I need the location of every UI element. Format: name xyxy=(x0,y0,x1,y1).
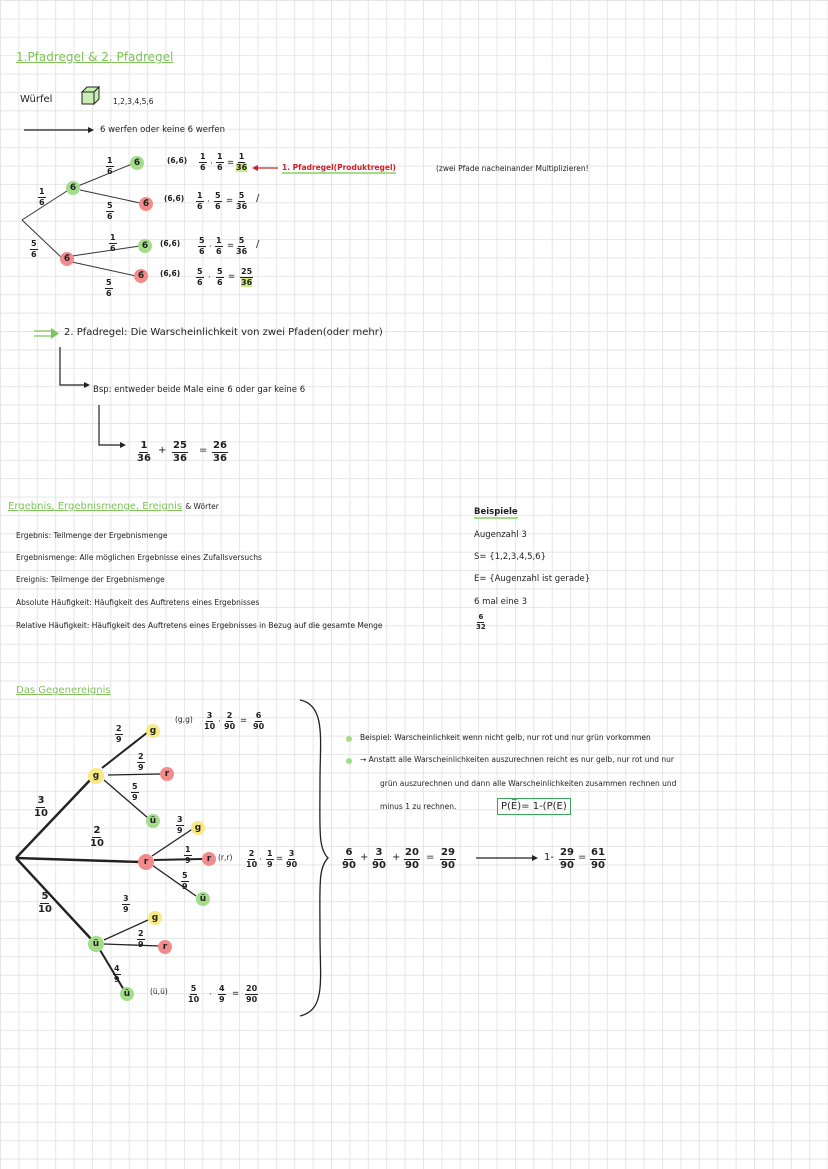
term-row-3: Absolute Häufigkeit: Häufigkeit des Auftretens eines Ergebnisses xyxy=(16,598,260,607)
term-row-1: Ergebnismenge: Alle möglichen Ergebnisse eines Zufallsversuchs xyxy=(16,553,262,562)
uu-result: $\frac{20}{90}$ xyxy=(246,984,258,1004)
branch-prob-gg: $\frac{2}{9}$ xyxy=(116,724,122,744)
result-f1: $\frac{29}{90}$ xyxy=(560,847,574,871)
rr-f1: $\frac{2}{10}$ xyxy=(246,849,258,869)
example-row-0: Augenzahl 3 xyxy=(474,530,527,540)
sum-result: $\frac{26}{36}$ xyxy=(213,440,227,464)
tree2-leaf-gu: ü xyxy=(146,814,160,828)
term-row-0: Ergebnis: Teilmenge der Ergebnismenge xyxy=(16,531,168,540)
branch-prob-g: $\frac{3}{10}$ xyxy=(34,795,48,819)
example-row-4: $\frac{6}{32}$ xyxy=(476,613,486,631)
tree1-leaf-six-2: 6 xyxy=(138,239,152,253)
branch-prob-gr: $\frac{2}{9}$ xyxy=(138,752,144,772)
tree1-leaf-notsix-1: 6̄ xyxy=(139,197,153,211)
example-row-3: 6 mal eine 3 xyxy=(474,597,527,607)
rr-label: (r,r) xyxy=(218,853,233,862)
bullet1-text: Beispiel: Warscheinlichkeit wenn nicht gelb, nur rot und nur grün vorkommen xyxy=(360,733,651,742)
branch-prob-rg: $\frac{3}{9}$ xyxy=(177,815,183,835)
tree2-leaf-rg: g xyxy=(191,821,205,835)
term-row-4: Relative Häufigkeit: Häufigkeit des Auftretens eines Ergebnisses in Bezug auf die gesamte Menge xyxy=(16,621,383,630)
tree1-node-notsix: 6̄ xyxy=(60,252,74,266)
section2-title: Ergebnis, Ergebnismenge, Ereignis xyxy=(8,501,183,512)
sum-b: $\frac{25}{36}$ xyxy=(173,440,187,464)
path1-f1: $\frac{1}{6}$ xyxy=(200,152,206,172)
path4-label: (6̄,6̄) xyxy=(160,269,181,278)
rr-result: $\frac{3}{90}$ xyxy=(286,849,298,869)
path2-result: $\frac{5}{36}$ xyxy=(236,191,248,211)
result-f2: $\frac{61}{90}$ xyxy=(591,847,605,871)
path4-result: $\frac{25}{36}$ xyxy=(241,267,253,287)
rule1-note: (zwei Pfade nacheinander Multiplizieren! xyxy=(436,164,589,173)
bullet2-line3: minus 1 zu rechnen. xyxy=(380,802,457,811)
example-row-1: S= {1,2,3,4,5,6} xyxy=(474,552,546,562)
example-row-2: E= {Augenzahl ist gerade} xyxy=(474,574,591,584)
bullet2-line2: grün auszurechnen und dann alle Warscheinlichkeiten zusammen rechnen und xyxy=(380,779,677,788)
uu-f2: $\frac{4}{9}$ xyxy=(219,984,225,1004)
tree1-branch-prob: $\frac{5}{6}$ xyxy=(107,201,113,221)
path2-f2: $\frac{5}{6}$ xyxy=(215,191,221,211)
tree2-node-r: r xyxy=(138,854,154,870)
tree2-leaf-uu: ü xyxy=(120,987,134,1001)
tree2-leaf-ug: g xyxy=(148,911,162,925)
tree2-leaf-ur: r xyxy=(158,940,172,954)
wuerfel-label: Würfel xyxy=(20,94,53,105)
branch-prob-gu: $\frac{5}{9}$ xyxy=(132,782,138,802)
result-prefix: 1- xyxy=(544,852,554,863)
example-text: Bsp: entweder beide Male eine 6 oder gar keine 6 xyxy=(93,385,306,395)
tree1-branch-prob: $\frac{1}{6}$ xyxy=(107,156,113,176)
path3-f2: $\frac{1}{6}$ xyxy=(216,236,222,256)
tree2-node-u: ü xyxy=(88,936,104,952)
path2-f1: $\frac{1}{6}$ xyxy=(197,191,203,211)
branch-prob-r: $\frac{2}{10}$ xyxy=(90,825,104,849)
path2-label: (6,6̄) xyxy=(164,194,185,203)
section1-title: 1.Pfadregel & 2. Pfadregel xyxy=(16,50,174,64)
gg-f1: $\frac{3}{10}$ xyxy=(204,711,216,731)
s3-sum-result: $\frac{29}{90}$ xyxy=(441,847,455,871)
term-row-2: Ereignis: Teilmenge der Ergebnismenge xyxy=(16,575,165,584)
s3-sum-c: $\frac{20}{90}$ xyxy=(405,847,419,871)
tree1-node-six: 6 xyxy=(66,181,80,195)
examples-heading: Beispiele xyxy=(474,507,518,517)
path1-label: (6,6) xyxy=(167,156,188,165)
tree2-node-g: g xyxy=(88,768,104,784)
rule1-annotation: 1. Pfadregel(Produktregel) xyxy=(282,163,396,172)
section3-title: Das Gegenereignis xyxy=(16,685,111,696)
section2-title-suffix: & Wörter xyxy=(185,502,219,511)
gg-f2: $\frac{2}{90}$ xyxy=(224,711,236,731)
branch-prob-ru: $\frac{5}{9}$ xyxy=(182,871,188,891)
uu-f1: $\frac{5}{10}$ xyxy=(188,984,200,1004)
branch-prob-rr: $\frac{1}{9}$ xyxy=(185,845,191,865)
die-faces: 1,2,3,4,5,6 xyxy=(113,97,154,106)
branch-prob-uu: $\frac{4}{9}$ xyxy=(114,964,120,984)
rule2-text: 2. Pfadregel: Die Warscheinlichkeit von zwei Pfaden(oder mehr) xyxy=(64,327,383,338)
bullet2-line1: → Anstatt alle Warscheinlichkeiten auszurechnen reicht es nur gelb, nur rot und nur xyxy=(360,755,674,764)
path1-f2: $\frac{1}{6}$ xyxy=(217,152,223,172)
bullet-dot xyxy=(346,736,352,742)
tree2-leaf-gr: r xyxy=(160,767,174,781)
section2-title-wrap xyxy=(8,502,219,512)
s3-sum-b: $\frac{3}{90}$ xyxy=(372,847,386,871)
rr-f2: $\frac{1}{9}$ xyxy=(267,849,273,869)
s3-sum-a: $\frac{6}{90}$ xyxy=(342,847,356,871)
tree2-leaf-rr: r xyxy=(202,852,216,866)
tree1-branch-prob: $\frac{5}{6}$ xyxy=(106,278,112,298)
tree1-branch-prob: $\frac{5}{6}$ xyxy=(31,239,37,259)
tree1-leaf-six-1: 6 xyxy=(130,156,144,170)
bullet-dot xyxy=(346,758,352,764)
gg-result: $\frac{6}{90}$ xyxy=(253,711,265,731)
path1-result: $\frac{1}{36}$ xyxy=(236,152,248,172)
sum-a: $\frac{1}{36}$ xyxy=(137,440,151,464)
gg-label: (g,g) xyxy=(175,715,193,724)
path3-result: $\frac{5}{36}$ xyxy=(236,236,248,256)
tree1-branch-prob: $\frac{1}{6}$ xyxy=(39,187,45,207)
tree1-leaf-notsix-2: 6̄ xyxy=(134,269,148,283)
branch-prob-u: $\frac{5}{10}$ xyxy=(38,891,52,915)
path4-f2: $\frac{5}{6}$ xyxy=(217,267,223,287)
branch-prob-ug: $\frac{3}{9}$ xyxy=(123,894,129,914)
path3-f1: $\frac{5}{6}$ xyxy=(199,236,205,256)
uu-label: (ü,ü) xyxy=(150,987,168,996)
branch-prob-ur: $\frac{2}{9}$ xyxy=(138,929,144,949)
complement-formula: P(E̅)= 1-(P(E) xyxy=(497,798,571,815)
arrow-text: 6 werfen oder keine 6 werfen xyxy=(100,125,226,135)
path3-label: (6̄,6) xyxy=(160,239,181,248)
path4-f1: $\frac{5}{6}$ xyxy=(197,267,203,287)
tree1-branch-prob: $\frac{1}{6}$ xyxy=(110,233,116,253)
tree2-leaf-ru: ü xyxy=(196,892,210,906)
tree2-leaf-gg: g xyxy=(146,724,160,738)
